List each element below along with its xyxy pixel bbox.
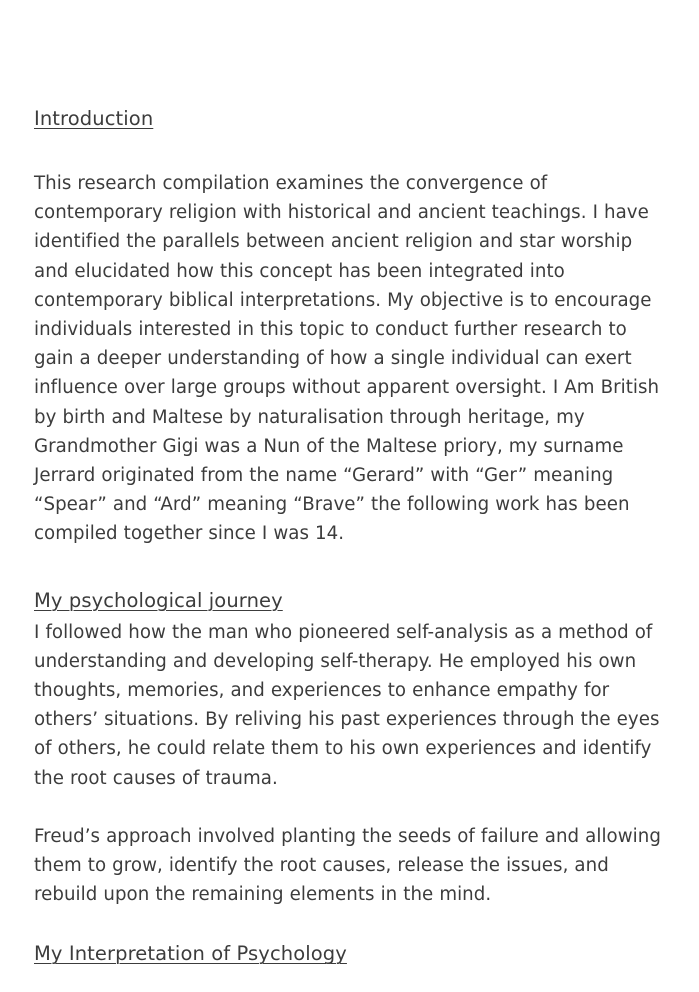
spacer xyxy=(34,793,665,822)
paragraph-psych-journey-2: Freud’s approach involved planting the seeds of failure and allowing them to grow, identify the root causes, release the issues, and rebuild upon the remaining elements in the mind. xyxy=(34,825,661,906)
heading-text: My Interpretation of Psychology xyxy=(34,942,347,966)
section-heading-introduction xyxy=(34,104,665,133)
heading-text: Introduction xyxy=(34,107,154,130)
spacer xyxy=(34,133,665,169)
section-heading-my-interpretation-of-psychology xyxy=(34,939,665,968)
paragraph-introduction-1: This research compilation examines the convergence of contemporary religion with historical and ancient teachings. I have identified the parallels between ancient religion and star worship and elucidated how this concept has been integrated into contemporary biblical interpretations. My objective is to encourage individuals interested in this topic to conduct further research to gain a deeper understanding of how a single individual can exert influence over large groups without apparent oversight. I Am British by birth and Maltese by naturalisation through heritage, my Grandmother Gigi was a Nun of the Maltese priory, my surname Jerrard originated from the name “Gerard” with “Ger” meaning “Spear” and “Ard” meaning “Brave” the following work has been compiled together since I was 14. xyxy=(34,173,660,545)
spacer xyxy=(34,909,665,939)
section-heading-my-psychological-journey xyxy=(34,586,665,615)
spacer xyxy=(34,549,665,586)
heading-text: My psychological journey xyxy=(34,588,283,612)
paragraph-psych-journey-1: I followed how the man who pioneered self-analysis as a method of understanding and developing self-therapy. He employed his own thoughts, memories, and experiences to enhance empathy for others’ situations. By reliving his past experiences through the eyes of others, he could relate them to his own experiences and identify the root causes of trauma. xyxy=(34,621,660,789)
document-body xyxy=(34,104,665,968)
